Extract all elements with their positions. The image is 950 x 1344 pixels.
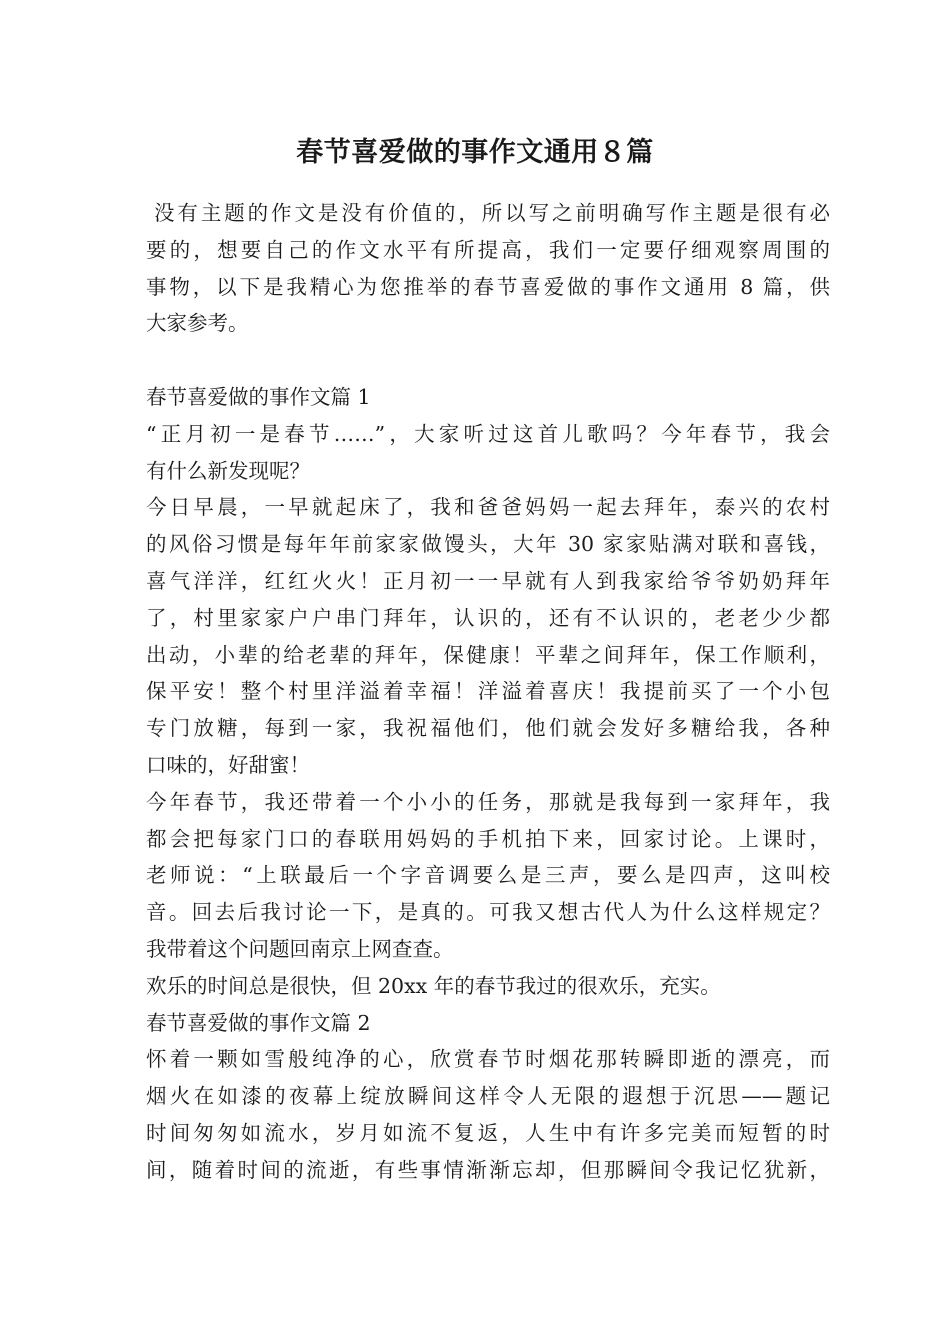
text-line: 春节喜爱做的事作文篇 1 — [146, 384, 371, 409]
text-line: 口味的，好甜蜜！ — [146, 752, 310, 777]
text-line: 今年春节，我还带着一个小小的任务，那就是我每到一家拜年，我 — [146, 789, 830, 814]
text-line: “正月初一是春节……”，大家听过这首儿歌吗？今年春节，我会 — [146, 421, 830, 446]
text-line: 怀着一颗如雪般纯净的心，欣赏春节时烟花那转瞬即逝的漂亮，而 — [146, 1047, 830, 1072]
document-body — [146, 195, 830, 1189]
text-line: 了，村里家家户户串门拜年，认识的，还有不认识的，老老少少都 — [146, 605, 830, 630]
text-line: 专门放糖，每到一家，我祝福他们，他们就会发好多糖给我，各种 — [146, 716, 830, 741]
text-line: 音。回去后我讨论一下，是真的。可我又想古代人为什么这样规定？ — [146, 900, 830, 925]
text-line: 事物，以下是我精心为您推举的春节喜爱做的事作文通用 8 篇，供 — [146, 274, 830, 299]
text-line: 欢乐的时间总是很快，但 20xx 年的春节我过的很欢乐，充实。 — [146, 973, 721, 998]
text-line: 的风俗习惯是每年年前家家做馒头，大年 30 家家贴满对联和喜钱， — [146, 532, 830, 557]
text-line: 都会把每家门口的春联用妈妈的手机拍下来，回家讨论。上课时， — [146, 826, 830, 851]
text-line: 喜气洋洋，红红火火！正月初一一早就有人到我家给爷爷奶奶拜年 — [146, 568, 830, 593]
text-line: 时间匆匆如流水，岁月如流不复返，人生中有许多完美而短暂的时 — [146, 1120, 830, 1145]
text-line: 要的，想要自己的作文水平有所提高，我们一定要仔细观察周围的 — [146, 237, 830, 262]
document-title: 春节喜爱做的事作文通用８篇 — [296, 137, 654, 168]
text-line: 春节喜爱做的事作文篇 2 — [146, 1010, 371, 1035]
text-line: 老师说：“上联最后一个字音调要么是三声，要么是四声，这叫校 — [146, 863, 830, 888]
text-line: 今日早晨，一早就起床了，我和爸爸妈妈一起去拜年，泰兴的农村 — [146, 495, 830, 520]
text-line: 烟火在如漆的夜幕上绽放瞬间这样令人无限的遐想于沉思——题记 — [146, 1084, 830, 1109]
text-line: 有什么新发现呢？ — [146, 458, 310, 483]
text-line: 保平安！整个村里洋溢着幸福！洋溢着喜庆！我提前买了一个小包 — [146, 679, 830, 704]
text-line: 间，随着时间的流逝，有些事情渐渐忘却，但那瞬间令我记忆犹新， — [146, 1157, 830, 1182]
blank-line — [146, 342, 830, 379]
text-line: 出动，小辈的给老辈的拜年，保健康！平辈之间拜年，保工作顺利， — [146, 642, 830, 667]
text-line: 大家参考。 — [146, 311, 249, 336]
text-line: 没有主题的作文是没有价值的，所以写之前明确写作主题是很有必 — [154, 201, 830, 225]
text-line: 我带着这个问题回南京上网查查。 — [146, 936, 454, 961]
